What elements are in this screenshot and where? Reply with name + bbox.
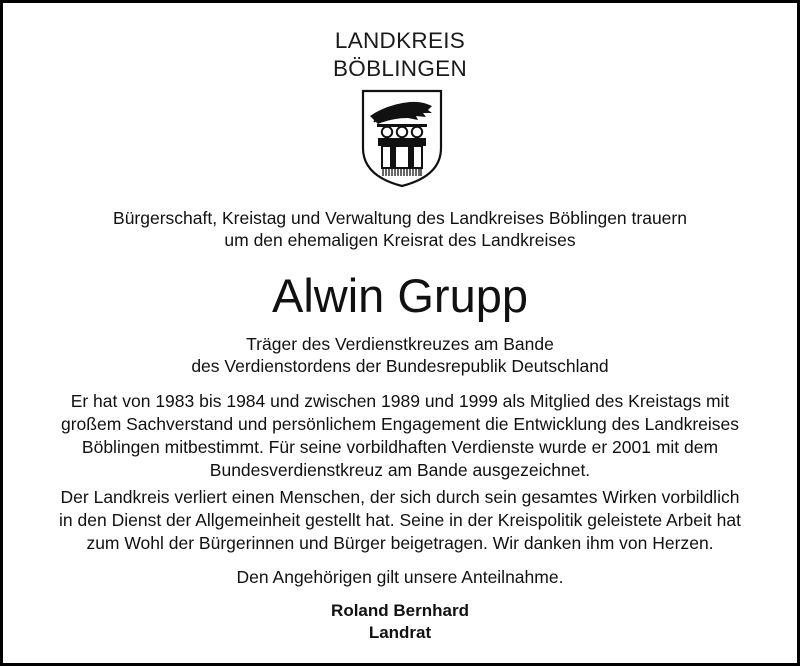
logo-line-boeblingen: BÖBLINGEN	[333, 56, 467, 81]
tribute-paragraph	[23, 486, 777, 555]
honor-line: des Verdienstordens der Bundesrepublik Deutschland	[191, 356, 609, 376]
paragraph-line: Der Landkreis verliert einen Menschen, der sich durch sein gesamtes Wirken vorbildlich	[60, 487, 740, 507]
signer-name: Roland Bernhard	[331, 601, 469, 620]
honor-text	[3, 333, 797, 377]
paragraph-line: zum Wohl der Bürgerinnen und Bürger beigetragen. Wir danken ihm von Herzen.	[86, 533, 714, 553]
intro-line: um den ehemaligen Kreisrat des Landkreises	[224, 230, 576, 250]
paragraph-line: Bundesverdienstkreuz am Bande ausgezeichnet.	[209, 460, 591, 480]
paragraph-line: großem Sachverstand und persönlichem Engagement die Entwicklung des Landkreises	[60, 414, 740, 434]
paragraph-line: Böblingen mitbestimmt. Für seine vorbildhaften Verdienste wurde er 2001 mit dem	[81, 437, 719, 457]
coat-of-arms-icon	[360, 88, 444, 188]
condolence-text: Den Angehörigen gilt unsere Anteilnahme.	[236, 567, 564, 587]
intro-line: Bürgerschaft, Kreistag und Verwaltung des Landkreises Böblingen trauern	[113, 208, 687, 228]
biography-paragraph	[23, 390, 777, 482]
logo-line-landkreis: LANDKREIS	[334, 28, 466, 53]
intro-text	[3, 207, 797, 251]
signature-block	[3, 600, 797, 644]
honor-line: Träger des Verdienstkreuzes am Bande	[246, 334, 554, 354]
paragraph-line: in den Dienst der Allgemeinheit gestellt hat. Seine in der Kreispolitik geleistete Arbeit hat	[59, 510, 741, 530]
logo-wordmark	[3, 27, 797, 83]
signer-title: Landrat	[368, 623, 432, 642]
paragraph-line: Er hat von 1983 bis 1984 und zwischen 1989 und 1999 als Mitglied des Kreistags mit	[70, 391, 730, 411]
deceased-name: Alwin Grupp	[272, 269, 528, 322]
